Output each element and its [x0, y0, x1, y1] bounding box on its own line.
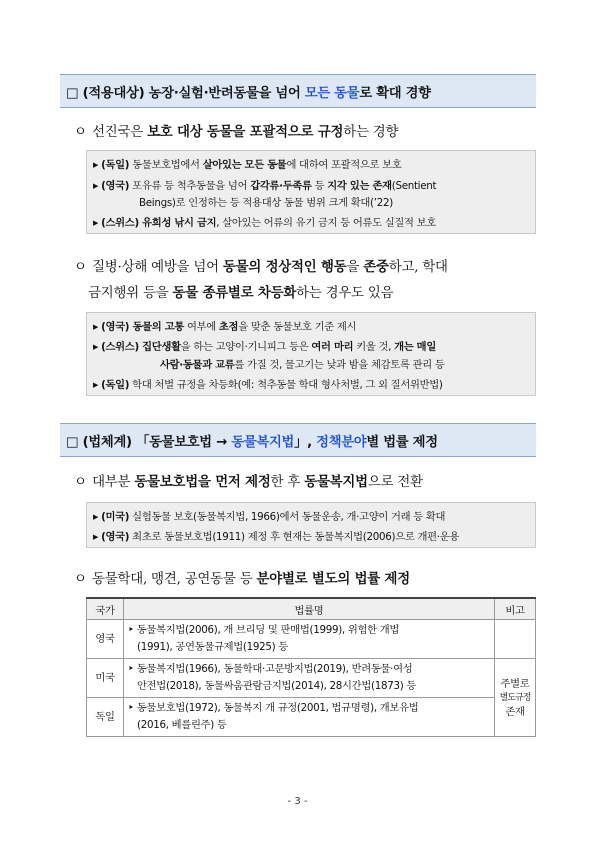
header-law: 법률명 — [124, 598, 495, 620]
law-line — [128, 661, 490, 678]
page-number: - 3 - — [287, 796, 308, 807]
circle-marker: ㅇ — [74, 475, 87, 490]
bullet-separate-laws — [74, 568, 410, 587]
country-tag: (독일) — [101, 159, 130, 171]
table-row — [87, 698, 536, 737]
example-germany — [93, 376, 443, 391]
text: 동물복지법(1966), 동물학대·고문방지법(2019), 반려동물·여성 — [136, 663, 413, 675]
law-line — [128, 700, 490, 717]
row-note — [495, 620, 536, 659]
text-bold: 유희성 낚시 금지 — [138, 217, 217, 229]
bullet-advanced-countries — [74, 121, 398, 140]
country-tag: (영국) — [101, 180, 130, 192]
text: 을 — [346, 260, 364, 275]
text-bold: 동물복지법 — [304, 474, 368, 490]
triangle-bullet-icon: ▶ — [93, 182, 99, 190]
country-tag: (스위스) — [101, 217, 139, 229]
example-uk-cont: Beings)로 인정하는 등 적용대상 동물 범위 크게 확대(’22) — [139, 197, 393, 209]
section-title-part: (법체계) 「동물보호법 → — [82, 435, 232, 450]
text-bold: 지각 있는 존재 — [327, 180, 392, 192]
country-tag: (영국) — [101, 321, 130, 333]
text: 를 가질 것, 물고기는 낮과 밤을 체감토록 관리 등 — [234, 359, 445, 371]
text: 을 하는 고양이·기니피그 등은 — [180, 341, 312, 353]
triangle-bullet-icon: ▶ — [93, 219, 99, 227]
country-tag: (영국) — [101, 531, 130, 543]
text: 동물학대, 맹견, 공연동물 등 — [92, 572, 257, 587]
table-row — [87, 620, 536, 659]
row-laws — [124, 620, 495, 659]
text: 선진국은 — [92, 125, 148, 140]
text: 동물복지법(2006), 개 브리딩 및 판매법(1999), 위험한 개법 — [136, 624, 400, 636]
checkbox-marker: □ — [66, 86, 79, 101]
example-switzerland — [93, 338, 436, 353]
text: 여부에 — [184, 321, 219, 333]
text: 한 후 — [270, 475, 305, 490]
section-title-highlight: 정책분야 — [316, 435, 367, 450]
text-bold: 집단생활 — [138, 341, 181, 353]
law-line — [128, 717, 490, 734]
section-title-part: 로 확대 경향 — [359, 86, 431, 101]
triangle-bullet-icon: ▶ — [93, 323, 99, 331]
text-bold: 동물의 정상적인 행동 — [222, 259, 347, 275]
text: 하는 경우도 있음 — [296, 286, 394, 301]
text: 동물보호법에서 — [129, 159, 203, 171]
small-bullet-icon: ‣ — [128, 702, 134, 714]
text: 질병·상해 예방을 넘어 — [92, 260, 223, 275]
example-switzerland — [93, 214, 436, 229]
bullet-normal-behavior — [74, 256, 448, 275]
circle-marker: ㅇ — [74, 572, 87, 587]
text-bold: 동물보호법을 먼저 제정 — [134, 474, 271, 490]
text-bold: 살아있는 모든 동물 — [202, 159, 287, 171]
triangle-bullet-icon: ▶ — [93, 161, 99, 169]
law-line — [128, 622, 490, 639]
text: 대부분 — [92, 475, 135, 490]
bullet-normal-behavior-cont — [88, 282, 393, 301]
table-header-row — [87, 598, 536, 620]
text: (1991), 공연동물규제법(1925) 등 — [137, 641, 288, 653]
triangle-bullet-icon: ▶ — [93, 533, 99, 541]
row-country: 독일 — [87, 698, 124, 737]
row-country: 미국 — [87, 659, 124, 698]
circle-marker: ㅇ — [74, 125, 87, 140]
bullet-protection-first — [74, 471, 423, 490]
text: 키울 것, — [353, 341, 395, 353]
text: 학대 처벌 규정을 차등화(예: 척추동물 학대 형사처벌, 그 외 질서위반법) — [129, 379, 443, 391]
text-bold: 개는 매일 — [394, 341, 436, 353]
example-usa — [93, 508, 445, 523]
text-bold: 사람·동물과 교류 — [160, 359, 235, 371]
note-line: 존재 — [505, 705, 525, 718]
text-bold: 동물의 고통 — [129, 321, 185, 333]
header-note: 비고 — [495, 598, 536, 620]
circle-marker: ㅇ — [74, 260, 87, 275]
example-uk — [93, 528, 459, 543]
triangle-bullet-icon: ▶ — [93, 513, 99, 521]
example-uk — [93, 318, 356, 333]
text: 금지행위 등을 — [88, 286, 173, 301]
country-tag: (스위스) — [101, 341, 139, 353]
example-box-3 — [86, 502, 536, 548]
section-title-part: 」, — [294, 435, 317, 450]
section-title-highlight: 모든 동물 — [304, 86, 360, 101]
text: (Sentient — [391, 180, 437, 192]
note-line: 별도규정 — [499, 692, 531, 703]
text: 동물보호법(1972), 동물복지 개 규정(2001, 법규명령), 개보유법 — [136, 702, 419, 714]
text: 안전법(2018), 동물싸움관람금지법(2014), 28시간법(1873) 등 — [137, 680, 417, 692]
triangle-bullet-icon: ▶ — [93, 343, 99, 351]
example-uk — [93, 177, 436, 192]
section-header-legal-system — [60, 423, 536, 457]
table-row — [87, 659, 536, 698]
example-box-2 — [86, 312, 536, 396]
note-line: 주별로 — [500, 677, 530, 690]
header-country: 국가 — [87, 598, 124, 620]
row-note-merged — [495, 659, 536, 737]
small-bullet-icon: ‣ — [128, 663, 134, 675]
text-bold: 여러 마리 — [311, 341, 354, 353]
country-tag: (미국) — [101, 511, 130, 523]
row-laws — [124, 698, 495, 737]
text: 에 대하여 포괄적으로 보호 — [286, 159, 402, 171]
row-country: 영국 — [87, 620, 124, 659]
law-table — [86, 597, 536, 737]
text: , 살아있는 어류의 유기 금지 등 어류도 실질적 보호 — [216, 217, 436, 229]
country-tag: (독일) — [101, 379, 130, 391]
law-line — [128, 678, 490, 695]
section-title-part: 별 법률 제정 — [366, 435, 438, 450]
text: 하고, 학대 — [388, 260, 448, 275]
section-title-part: (적용대상) 농장·실험·반려동물을 넘어 — [82, 86, 305, 101]
text-bold: 분야별로 별도의 법률 제정 — [256, 571, 410, 587]
text-bold: 존중 — [363, 259, 389, 275]
text: 을 맞춘 동물보호 기준 제시 — [238, 321, 357, 333]
text-bold: 초점 — [218, 321, 239, 333]
triangle-bullet-icon: ▶ — [93, 381, 99, 389]
law-line — [128, 639, 490, 656]
text: (2016, 베를린주) 등 — [137, 719, 227, 731]
section-header-scope — [60, 74, 536, 108]
example-germany — [93, 156, 401, 171]
small-bullet-icon: ‣ — [128, 624, 134, 636]
checkbox-marker: □ — [66, 435, 79, 450]
text-bold: 동물 종류별로 차등화 — [172, 285, 297, 301]
example-box-1 — [86, 150, 536, 234]
text: 최초로 동물보호법(1911) 제정 후 현재는 동물복지법(2006)으로 개편·운용 — [129, 531, 460, 543]
section-title-highlight: 동물복지법 — [231, 435, 295, 450]
text: 등 — [311, 180, 328, 192]
text-bold: 갑각류·두족류 — [250, 180, 312, 192]
text: 하는 경향 — [343, 125, 399, 140]
example-switzerland-cont — [160, 356, 444, 371]
text: 으로 전환 — [367, 475, 423, 490]
text: 포유류 등 척추동물을 넘어 — [129, 180, 251, 192]
row-laws — [124, 659, 495, 698]
text: 실험동물 보호(동물복지법, 1966)에서 동물운송, 개·고양이 거래 등 확대 — [129, 511, 446, 523]
text-bold: 보호 대상 동물을 포괄적으로 규정 — [147, 124, 344, 140]
